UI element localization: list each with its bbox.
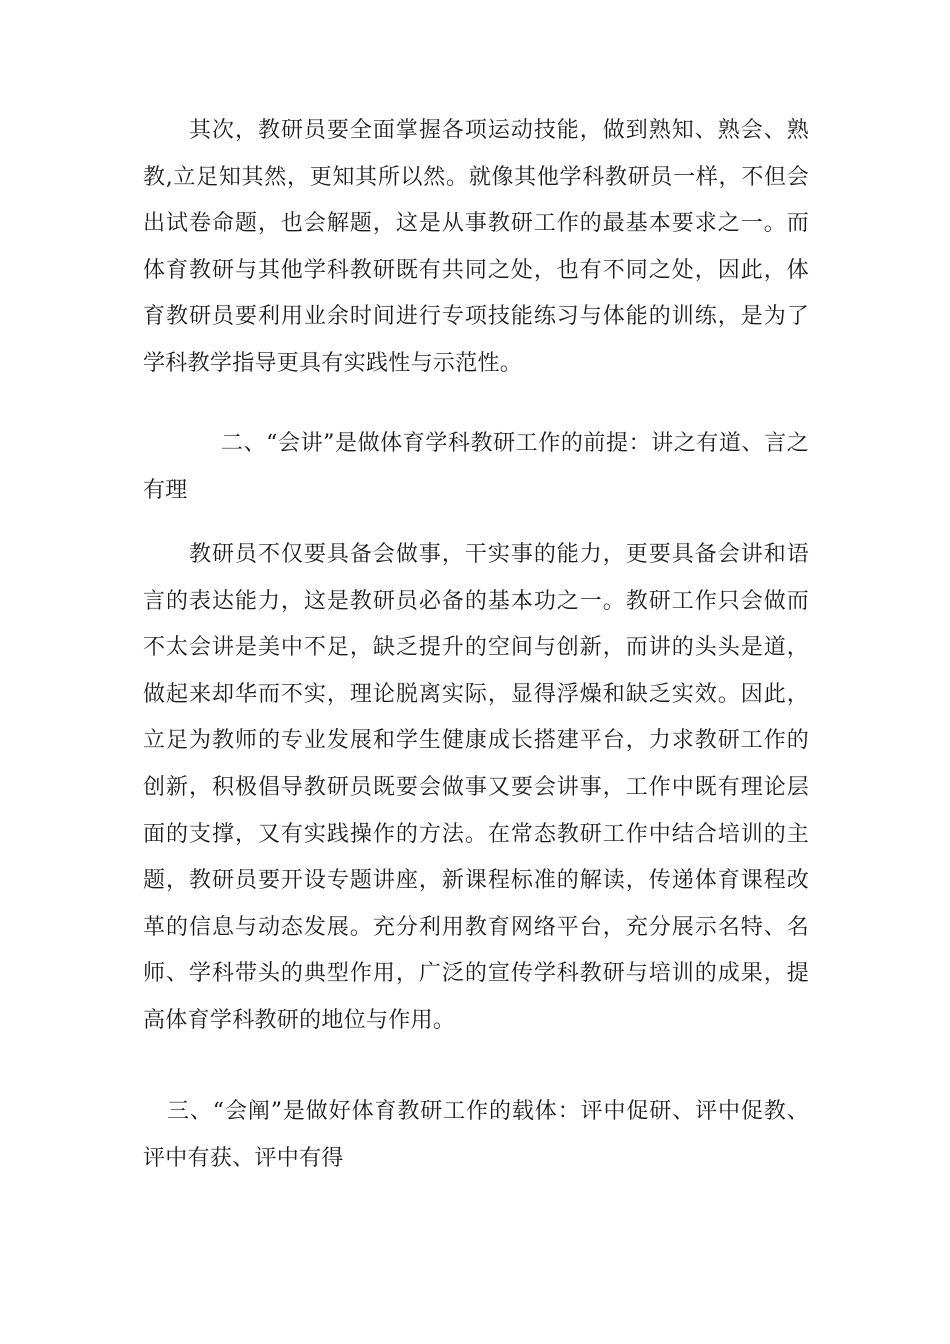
section-heading-three: 三、“会阐”是做好体育教研工作的载体：评中促研、评中促教、评中有获、评中有得: [143, 1099, 809, 1171]
paragraph-speaking-ability: 教研员不仅要具备会做事，干实事的能力，更要具备会讲和语言的表达能力，这是教研员必备的基本功之一。教研工作只会做而不太会讲是美中不足，缺乏提升的空间与创新，而讲的头头是道，做起来却华而不实，理论脱离实际，显得浮燥和缺乏实效。因此，立足为教师的专业发展和学生健康成长搭建平台，力求教研工作的创新，积极倡导教研员既要会做事又要会讲事，工作中既有理论层面的支撑，又有实践操作的方法。在常态教研工作中结合培训的主题，教研员要开设专题讲座，新课程标准的解读，传递体育课程改革的信息与动态发展。充分利用教育网络平台，充分展示名特、名师、学科带头的典型作用，广泛的宣传学科教研与培训的成果，提高体育学科教研的地位与作用。: [143, 542, 809, 1033]
section-heading-two: 二、“会讲”是做体育学科教研工作的前提：讲之有道、言之有理: [143, 431, 809, 503]
paragraph-sports-skills: 其次，教研员要全面掌握各项运动技能，做到熟知、熟会、熟教,立足知其然，更知其所以然。就像其他学科教研员一样，不但会出试卷命题，也会解题，这是从事教研工作的最基本要求之一。而体育教研与其他学科教研既有共同之处，也有不同之处，因此，体育教研员要利用业余时间进行专项技能练习与体能的训练，是为了学科教学指导更具有实践性与示范性。: [143, 118, 809, 376]
